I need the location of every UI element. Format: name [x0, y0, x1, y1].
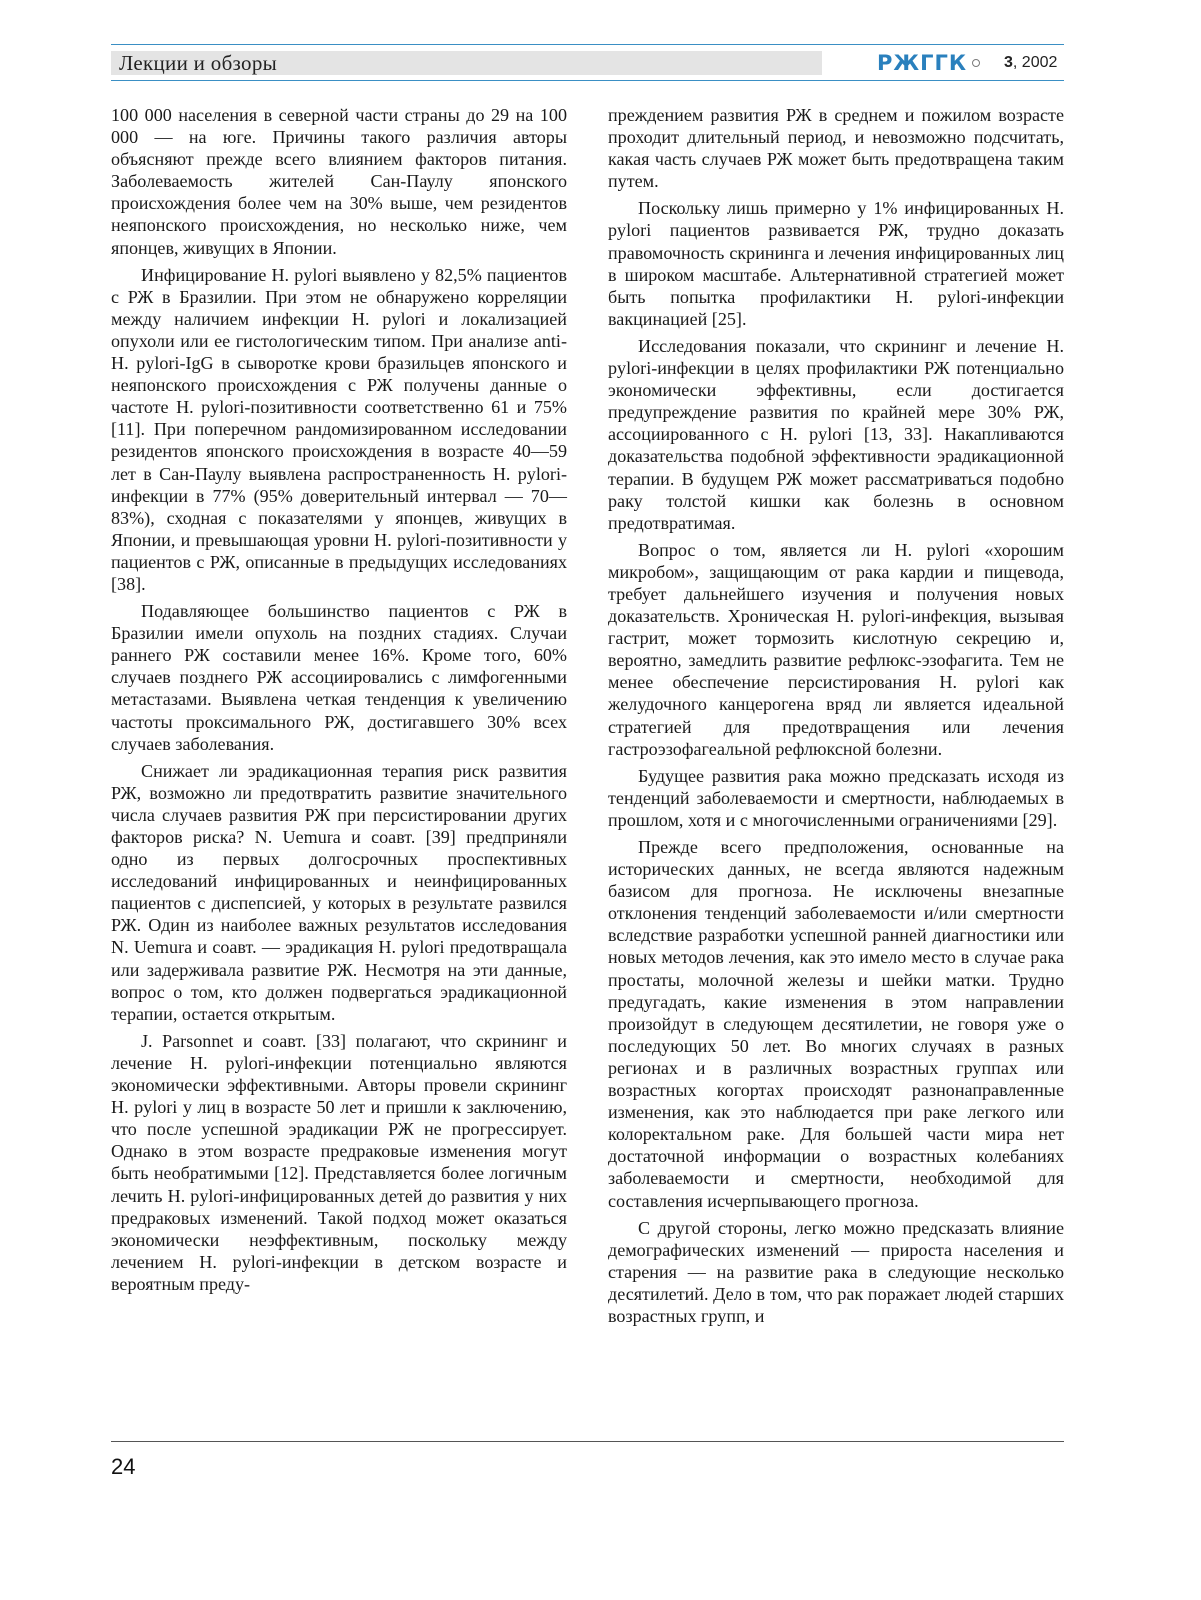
- paragraph: 100 000 населения в северной части страны до 29 на 100 000 — на юге. Причины такого различия авторы объясняют прежде всего влиянием факторов питания. Заболеваемость жителей Сан-Паулу японского происхождения более чем на 30% выше, чем резидентов неяпонского происхождения, но несколько ниже, чем японцев, живущих в Японии.: [111, 105, 567, 258]
- paragraph: Исследования показали, что скрининг и лечение H. pylori-инфекции в целях профилактики РЖ потенциально экономически эффективны, если достигается предупреждение развития по крайней мере 30% РЖ, ассоциированного с H. pylori [13, 33]. Накапливаются доказательства подобной эффективности эрадикационной терапии. В будущем РЖ может рассматриваться подобно раку толстой кишки как болезнь в основном предотвратимая.: [608, 335, 1064, 533]
- left-column: [111, 104, 567, 1300]
- paragraph: Вопрос о том, является ли H. pylori «хорошим микробом», защищающим от рака кардии и пищевода, требует дальнейшего изучения и получения новых доказательств. Хроническая H. pylori-инфекция, вызывая гастрит, может тормозить кислотную секрецию и, вероятно, замедлить развитие рефлюкс-эзофагита. Тем не менее обеспечение персистирования H. pylori как желудочного канцерогена вряд ли является идеальной стратегией для предотвращения или лечения гастроэзофагеальной рефлюксной болезни.: [608, 539, 1064, 759]
- paragraph: Снижает ли эрадикационная терапия риск развития РЖ, возможно ли предотвратить развитие значительного числа случаев развития РЖ при персистировании других факторов риска? N. Uemura и соавт. [39] предприняли одно из первых долгосрочных проспективных исследований инфицированных и неинфицированных пациентов с диспепсией, у которых в результате развился РЖ. Один из наиболее важных результатов исследования N. Uemura и соавт. — эрадикация H. pylori предотвращала или задерживала развитие РЖ. Несмотря на эти данные, вопрос о том, кто должен подвергаться эрадикационной терапии, остается открытым.: [111, 760, 567, 1024]
- page-number: 24: [111, 1454, 136, 1479]
- paragraph: С другой стороны, легко можно предсказать влияние демографических изменений — прироста населения и старения — на развитие рака в следующие несколько десятилетий. Дело в том, что рак поражает людей старших возрастных групп, и: [608, 1217, 1064, 1326]
- paragraph: Инфицирование H. pylori выявлено у 82,5% пациентов с РЖ в Бразилии. При этом не обнаружено корреляции между наличием инфекции H. pylori и локализацией опухоли или ее гистологическим типом. При анализе anti-H. pylori-IgG в сыворотке крови бразильцев японского и неяпонского происхождения с РЖ получены данные о частоте H. pylori-позитивности соответственно 61 и 75% [11]. При поперечном рандомизированном исследовании резидентов японского происхождения в возрасте 40—59 лет в Сан-Паулу выявлена распространенность H. pylori-инфекции в 77% (95% доверительный интервал — 70—83%), сходная с показателями у японцев, живущих в Японии, и превышающая уровни H. pylori-позитивности у пациентов с РЖ, описанные в предыдущих исследованиях [38].: [111, 264, 567, 594]
- issue-year: 2002: [1021, 54, 1058, 71]
- issue-number: 3: [1004, 54, 1013, 71]
- header-bottom-rule: [111, 80, 1064, 81]
- paragraph: преждением развития РЖ в среднем и пожилом возрасте проходит длительный период, и невозможно подсчитать, какая часть случаев РЖ может быть предотвращена таким путем.: [608, 105, 1064, 192]
- paragraph: Будущее развития рака можно предсказать исходя из тенденций заболеваемости и смертности, наблюдаемых в прошлом, хотя и с многочисленными ограничениями [29].: [608, 765, 1064, 830]
- issue-info: [1004, 52, 1057, 74]
- section-title: Лекции и обзоры: [119, 51, 278, 75]
- right-column: [608, 104, 1064, 1332]
- paragraph: Подавляющее большинство пациентов с РЖ в Бразилии имели опухоль на поздних стадиях. Случаи раннего РЖ составили менее 16%. Кроме того, 60% случаев позднего РЖ ассоциировались с лимфогенными метастазами. Выявлена четкая тенденция к увеличению частоты проксимального РЖ, достигавшего 30% всех случаев заболевания.: [111, 601, 567, 754]
- footer-rule: [111, 1441, 1064, 1442]
- paragraph: Прежде всего предположения, основанные на исторических данных, не всегда являются надежным базисом для прогноза. Не исключены внезапные отклонения тенденций заболеваемости и/или смертности вследствие разработки успешной ранней диагностики или новых методов лечения, как это имело место в случае рака простаты, молочной железы и шейки матки. Трудно предугадать, какие изменения в этом направлении произойдут в следующем десятилетии, не говоря уже о последующих 50 лет. Во многих случаях в разных регионах и в различных возрастных группах или возрастных когортах происходят разнонаправленные изменения, как это наблюдается при раке легкого или колоректальном раке. Для большей части мира нет достаточной информации о возрастных колебаниях заболеваемости и смертности, необходимой для составления исчерпывающего прогноза.: [608, 837, 1064, 1211]
- issue-separator: ,: [1012, 54, 1022, 71]
- journal-logo: РЖГГК: [877, 51, 968, 75]
- paragraph: J. Parsonnet и соавт. [33] полагают, что скрининг и лечение H. pylori-инфекции потенциально являются экономически эффективными. Авторы провели скрининг H. pylori у лиц в возрасте 50 лет и пришли к заключению, что после успешной эрадикации РЖ не прогрессирует. Однако в этом возрасте предраковые изменения могут быть необратимыми [12]. Представляется более логичным лечить H. pylori-инфицированных детей до развития у них предраковых изменений. Такой подход может оказаться экономически неэффективным, поскольку между лечением H. pylori-инфекции в детском возрасте и вероятным преду-: [111, 1030, 567, 1294]
- header-top-rule: [111, 44, 1064, 45]
- bullet-icon: [972, 59, 980, 67]
- paragraph: Поскольку лишь примерно у 1% инфицированных H. pylori пациентов развивается РЖ, трудно доказать правомочность скрининга и лечения инфицированных лиц в широком масштабе. Альтернативной стратегией может быть попытка профилактики H. pylori-инфекции вакцинацией [25].: [608, 198, 1064, 329]
